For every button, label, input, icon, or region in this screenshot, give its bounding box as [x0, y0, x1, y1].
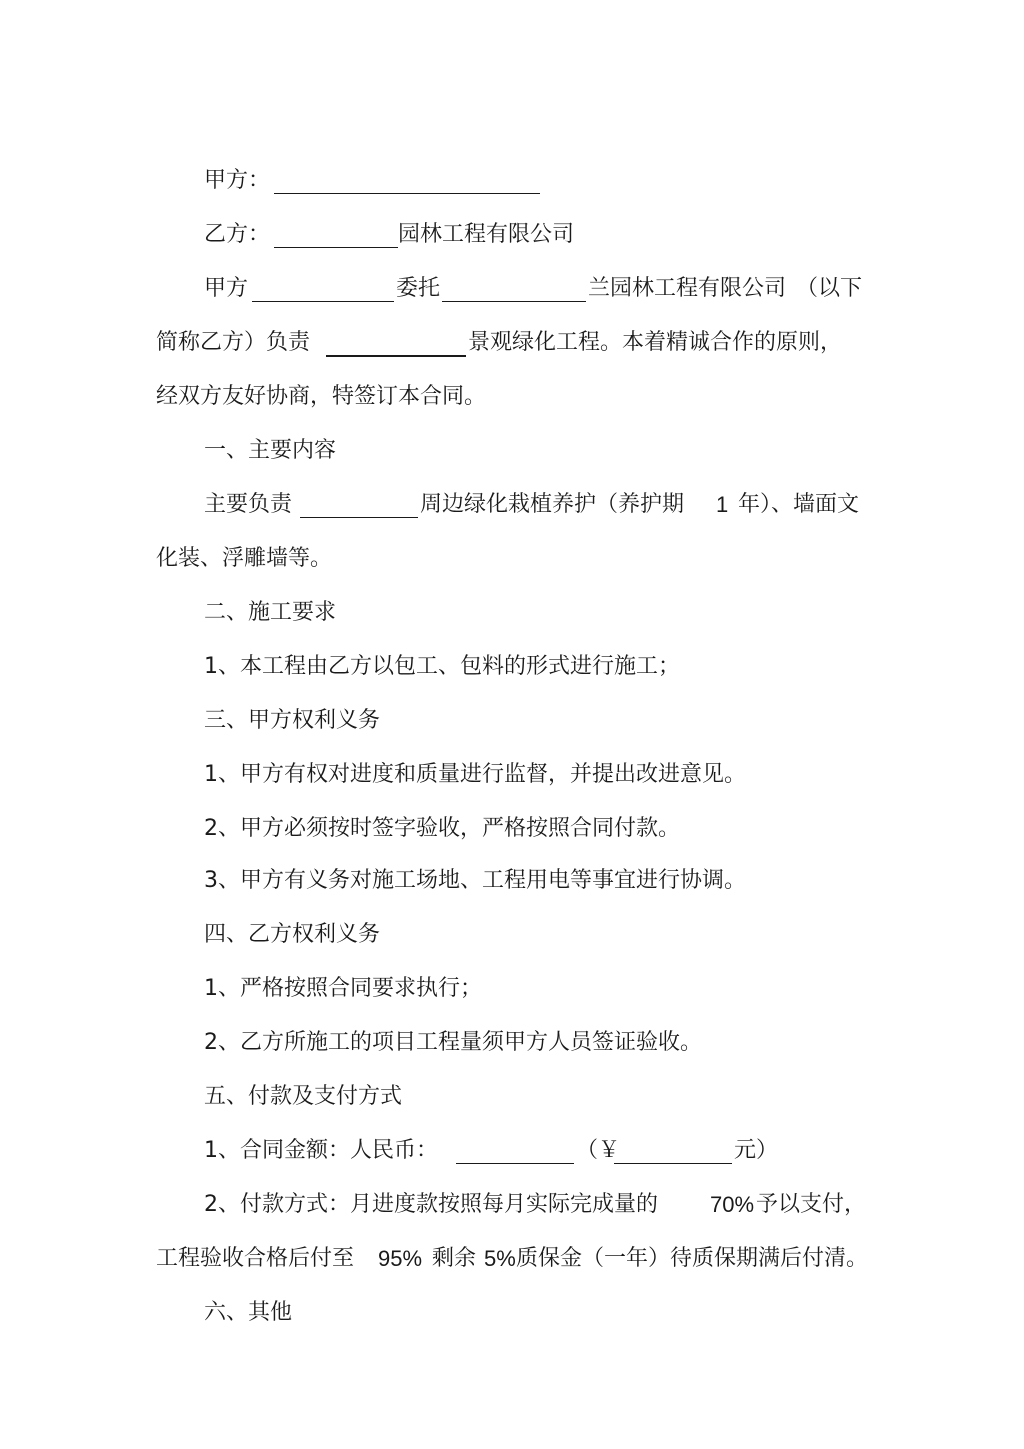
section-item: 3、甲方有义务对施工场地、工程用电等事宜进行协调。: [204, 868, 746, 893]
section-item: 质保金（一年）待质保期满后付清。: [516, 1246, 869, 1271]
section-item: 1、严格按照合同要求执行；: [204, 976, 482, 1001]
party-a-label: 甲方：: [204, 168, 271, 193]
section-heading: 三、甲方权利义务: [204, 708, 381, 733]
intro-text: 兰园林工程有限公司: [588, 276, 787, 301]
section-heading: 六、其他: [204, 1300, 293, 1325]
intro-blank-3: [326, 355, 466, 357]
party-b-name-suffix: 园林工程有限公司: [398, 222, 575, 247]
party-b-label: 乙方：: [204, 222, 271, 247]
section-item: 予以支付，: [756, 1192, 867, 1217]
section-1-blank: [300, 517, 418, 518]
intro-text: 委托: [396, 276, 441, 301]
amount-rmb-blank: [456, 1163, 574, 1164]
section-item: 2、乙方所施工的项目工程量须甲方人员签证验收。: [204, 1030, 702, 1055]
section-item: 1、本工程由乙方以包工、包料的形式进行施工；: [204, 654, 680, 679]
intro-text: （以下: [796, 276, 863, 301]
section-text: 周边绿化栽植养护（养护期: [420, 492, 685, 517]
section-item: 剩余: [432, 1246, 477, 1271]
intro-text: 甲方: [204, 276, 249, 301]
intro-text: 简称乙方）负责: [156, 330, 311, 355]
section-item: 2、甲方必须按时签字验收，严格按照合同付款。: [204, 816, 680, 841]
section-item: 2、付款方式：月进度款按照每月实际完成量的: [204, 1192, 658, 1217]
progress-payment-pct: 70%: [710, 1192, 755, 1217]
section-heading: 一、主要内容: [204, 438, 337, 463]
intro-blank-2: [442, 301, 586, 302]
section-item: 1、甲方有权对进度和质量进行监督，并提出改进意见。: [204, 762, 746, 787]
section-text: 主要负责: [204, 492, 293, 517]
section-text: 年）、墙面文: [738, 492, 860, 517]
section-item: 工程验收合格后付至: [156, 1246, 355, 1271]
acceptance-payment-pct: 95%: [378, 1246, 423, 1271]
intro-blank-1: [252, 301, 394, 302]
section-item: 元）: [734, 1138, 779, 1163]
intro-text: 景观绿化工程。本着精诚合作的原则，: [468, 330, 843, 355]
section-item: 1、合同金额：人民币：: [204, 1138, 438, 1163]
maintenance-years: 1: [716, 492, 729, 517]
section-item: （￥: [576, 1138, 621, 1163]
section-heading: 二、施工要求: [204, 600, 337, 625]
section-heading: 五、付款及支付方式: [204, 1084, 403, 1109]
party-b-blank: [274, 247, 398, 248]
party-a-blank: [274, 193, 540, 194]
section-heading: 四、乙方权利义务: [204, 922, 381, 947]
section-text: 化装、浮雕墙等。: [156, 546, 333, 571]
amount-yuan-blank: [614, 1163, 732, 1164]
intro-text: 经双方友好协商，特签订本合同。: [156, 384, 487, 409]
retention-pct: 5%: [484, 1246, 516, 1271]
